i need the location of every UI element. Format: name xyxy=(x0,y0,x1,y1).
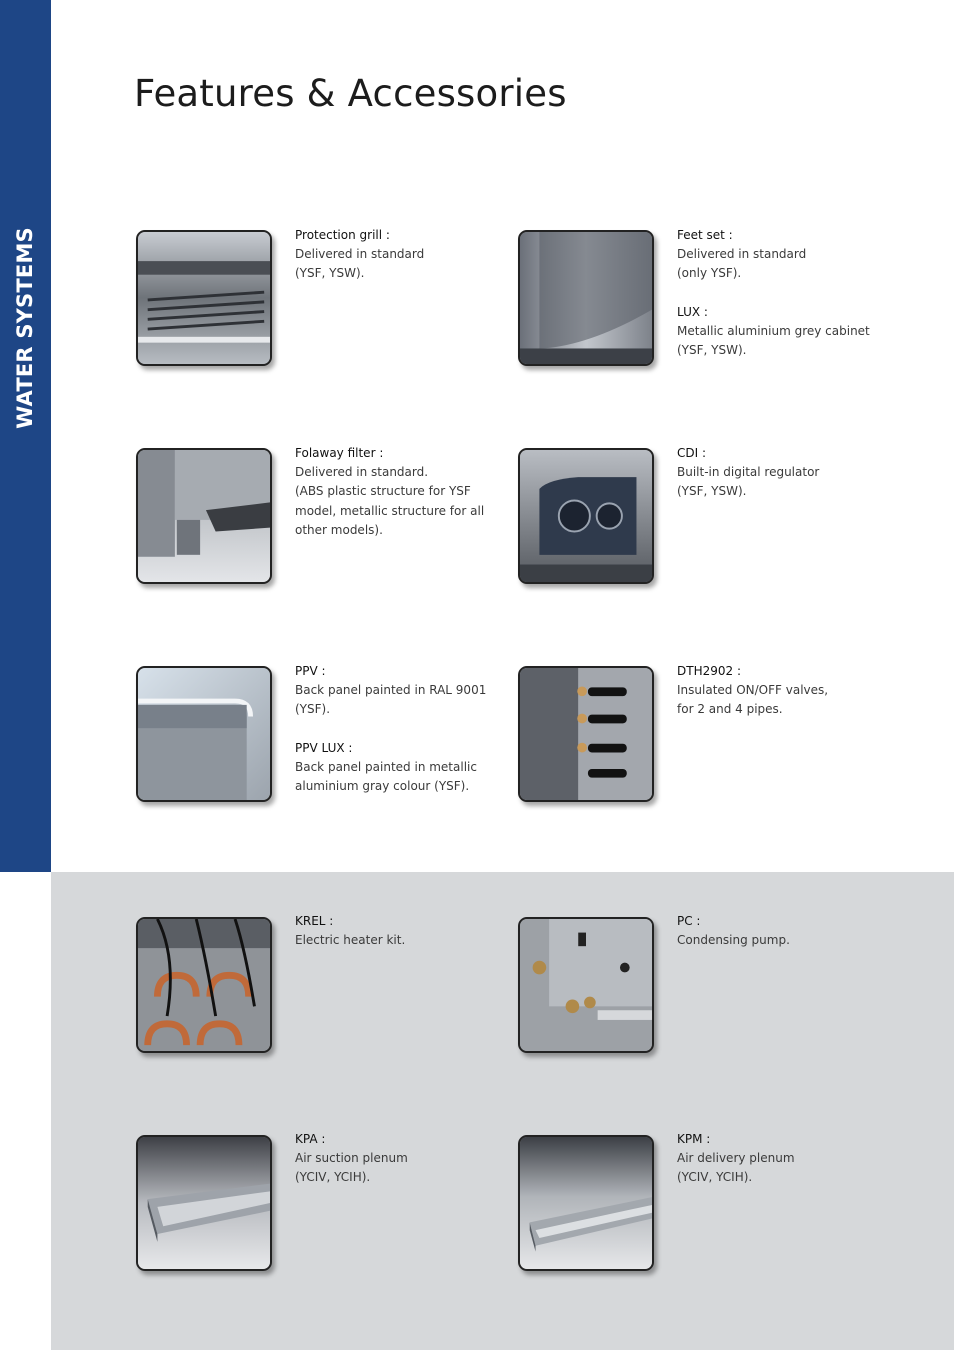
item-text: (ABS plastic structure for YSF xyxy=(295,484,471,499)
item-text: (YSF, YSW). xyxy=(677,343,747,358)
item-heading: KPM : xyxy=(677,1132,711,1146)
item-text: Air delivery plenum xyxy=(677,1151,795,1166)
item-text: Air suction plenum xyxy=(295,1151,408,1166)
pc-image xyxy=(518,917,654,1053)
folaway-filter-image xyxy=(136,448,272,584)
item-heading: LUX : xyxy=(677,304,708,319)
sidebar-label: WATER SYSTEMS xyxy=(13,227,37,429)
item-text: (YCIV, YCIH). xyxy=(677,1170,753,1185)
item-text: model, metallic structure for all xyxy=(295,503,485,518)
item-text: Delivered in standard xyxy=(677,247,807,262)
item-text: Condensing pump. xyxy=(677,933,790,948)
kpa-image xyxy=(136,1135,272,1271)
item-heading: Protection grill : xyxy=(295,228,390,242)
page-title: Features & Accessories xyxy=(134,72,567,115)
protection-grill-image xyxy=(136,230,272,366)
item-text: Insulated ON/OFF valves, xyxy=(677,683,829,698)
dth2902-image xyxy=(518,666,654,802)
ppv-image xyxy=(136,666,272,802)
item-text: (YSF, YSW). xyxy=(677,484,747,499)
item-text: (only YSF). xyxy=(677,266,742,281)
item-text: Back panel painted in metallic xyxy=(295,759,477,774)
item-heading: KPA : xyxy=(295,1132,326,1146)
kpm-image xyxy=(518,1135,654,1271)
item-text: Electric heater kit. xyxy=(295,933,406,948)
item-text: Metallic aluminium grey cabinet xyxy=(677,323,870,338)
item-heading: Folaway filter : xyxy=(295,446,384,460)
item-text: (YSF, YSW). xyxy=(295,266,365,281)
item-text: Built-in digital regulator xyxy=(677,465,820,480)
item-text: Delivered in standard xyxy=(295,247,425,262)
item-heading: Feet set : xyxy=(677,228,733,242)
item-text: (YCIV, YCIH). xyxy=(295,1170,371,1185)
feet-set-image xyxy=(518,230,654,366)
cdi-image xyxy=(518,448,654,584)
item-heading: PPV LUX : xyxy=(295,740,353,755)
krel-image xyxy=(136,917,272,1053)
item-heading: PC : xyxy=(677,914,701,928)
item-heading: PPV : xyxy=(295,664,326,678)
item-text: (YSF). xyxy=(295,702,331,717)
item-text: aluminium gray colour (YSF). xyxy=(295,779,470,794)
item-heading: DTH2902 : xyxy=(677,664,741,678)
item-text: for 2 and 4 pipes. xyxy=(677,702,783,717)
item-text: Delivered in standard. xyxy=(295,465,429,480)
item-heading: CDI : xyxy=(677,446,707,460)
item-text: other models). xyxy=(295,522,383,537)
sidebar-band xyxy=(0,0,51,872)
item-heading: KREL : xyxy=(295,914,334,928)
item-text: Back panel painted in RAL 9001 xyxy=(295,683,487,698)
